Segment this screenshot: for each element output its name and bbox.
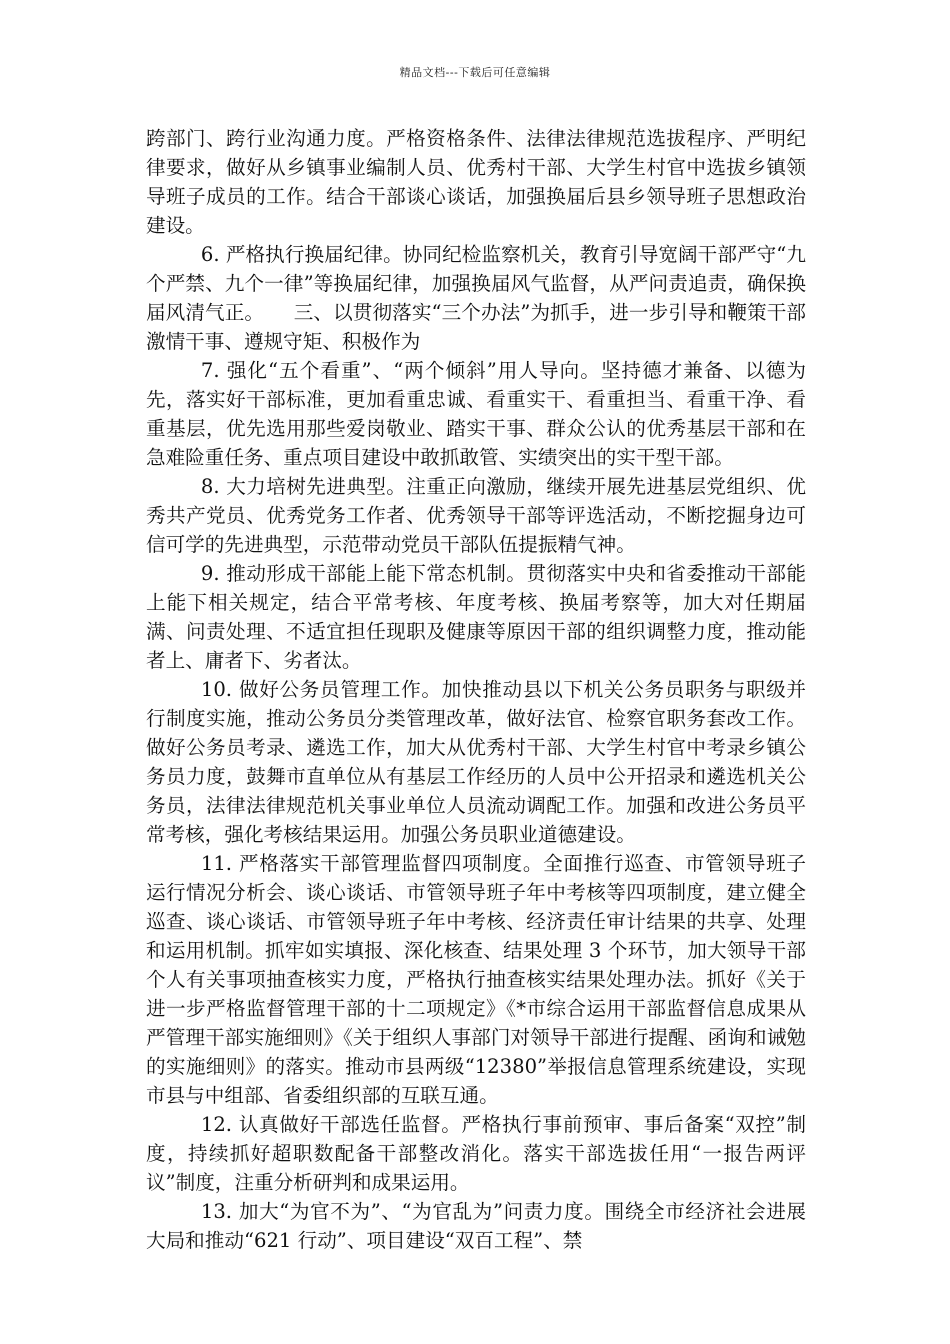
paragraph-item-10: 10. 做好公务员管理工作。加快推动县以下机关公务员职务与职级并行制度实施，推动公务员分类管理改革，做好法官、检察官职务套改工作。做好公务员考录、遴选工作，加大从优秀村干部、大学生村官中考录乡镇公务员力度，鼓舞市直单位从有基层工作经历的人员中公开招录和遴选机关公务员，法律法律规范机关事业单位人员流动调配工作。加强和改进公务员平常考核，强化考核结果运用。加强公务员职业道德建设。	[146, 678, 806, 846]
paragraph-item-8: 8. 大力培树先进典型。注重正向激励，继续开展先进基层党组织、优秀共产党员、优秀党务工作者、优秀领导干部等评选活动，不断挖掘身边可信可学的先进典型，示范带动党员干部队伍提振精气神。	[146, 475, 806, 556]
paragraph-item-11: 11. 严格落实干部管理监督四项制度。全面推行巡查、市管领导班子运行情况分析会、谈心谈话、市管领导班子年中考核等四项制度，建立健全巡查、谈心谈话、市管领导班子年中考核、经济责任审计结果的共享、处理和运用机制。抓牢如实填报、深化核查、结果处理 3 个环节，加大领导干部个人有关事项抽查核实力度，严格执行抽查核实结果处理办法。抓好《关于进一步严格监督管理干部的十二项规定》《*市综合运用干部监督信息成果从严管理干部实施细则》《关于组织人事部门对领导干部进行提醒、函询和诫勉的实施细则》的落实。推动市县两级“12380”举报信息管理系统建设，实现市县与中组部、省委组织部的互联互通。	[146, 852, 806, 1107]
paragraph-item-9: 9. 推动形成干部能上能下常态机制。贯彻落实中央和省委推动干部能上能下相关规定，结合平常考核、年度考核、换届考察等，加大对任期届满、问责处理、不适宜担任现职及健康等原因干部的组织调整力度，推动能者上、庸者下、劣者汰。	[146, 562, 806, 672]
paragraph-item-13: 13. 加大“为官不为”、“为官乱为”问责力度。围绕全市经济社会进展大局和推动“621 行动”、项目建设“双百工程”、禁	[146, 1200, 806, 1252]
page-header: 精品文档---下载后可任意编辑	[399, 66, 551, 79]
paragraph-item-6: 6. 严格执行换届纪律。协同纪检监察机关，教育引导宽阔干部严守“九个严禁、九个一律”等换届纪律，加强换届风气监督，从严问责追责，确保换届风清气正。 三、以贯彻落实“三个办法”为抓手，进一步引导和鞭策干部激情干事、遵规守矩、积极作为	[146, 243, 806, 353]
paragraph-continuation: 跨部门、跨行业沟通力度。严格资格条件、法律法律规范选拔程序、严明纪律要求，做好从乡镇事业编制人员、优秀村干部、大学生村官中选拔乡镇领导班子成员的工作。结合干部谈心谈话，加强换届后县乡领导班子思想政治建设。	[146, 127, 806, 237]
document-body	[146, 124, 806, 1255]
paragraph-item-12: 12. 认真做好干部选任监督。严格执行事前预审、事后备案“双控”制度，持续抓好超职数配备干部整改消化。落实干部选拔任用“一报告两评议”制度，注重分析研判和成果运用。	[146, 1113, 806, 1194]
paragraph-item-7: 7. 强化“五个看重”、“两个倾斜”用人导向。坚持德才兼备、以德为先，落实好干部标准，更加看重忠诚、看重实干、看重担当、看重干净、看重基层，优先选用那些爱岗敬业、踏实干事、群众公认的优秀基层干部和在急难险重任务、重点项目建设中敢抓敢管、实绩突出的实干型干部。	[146, 359, 806, 469]
